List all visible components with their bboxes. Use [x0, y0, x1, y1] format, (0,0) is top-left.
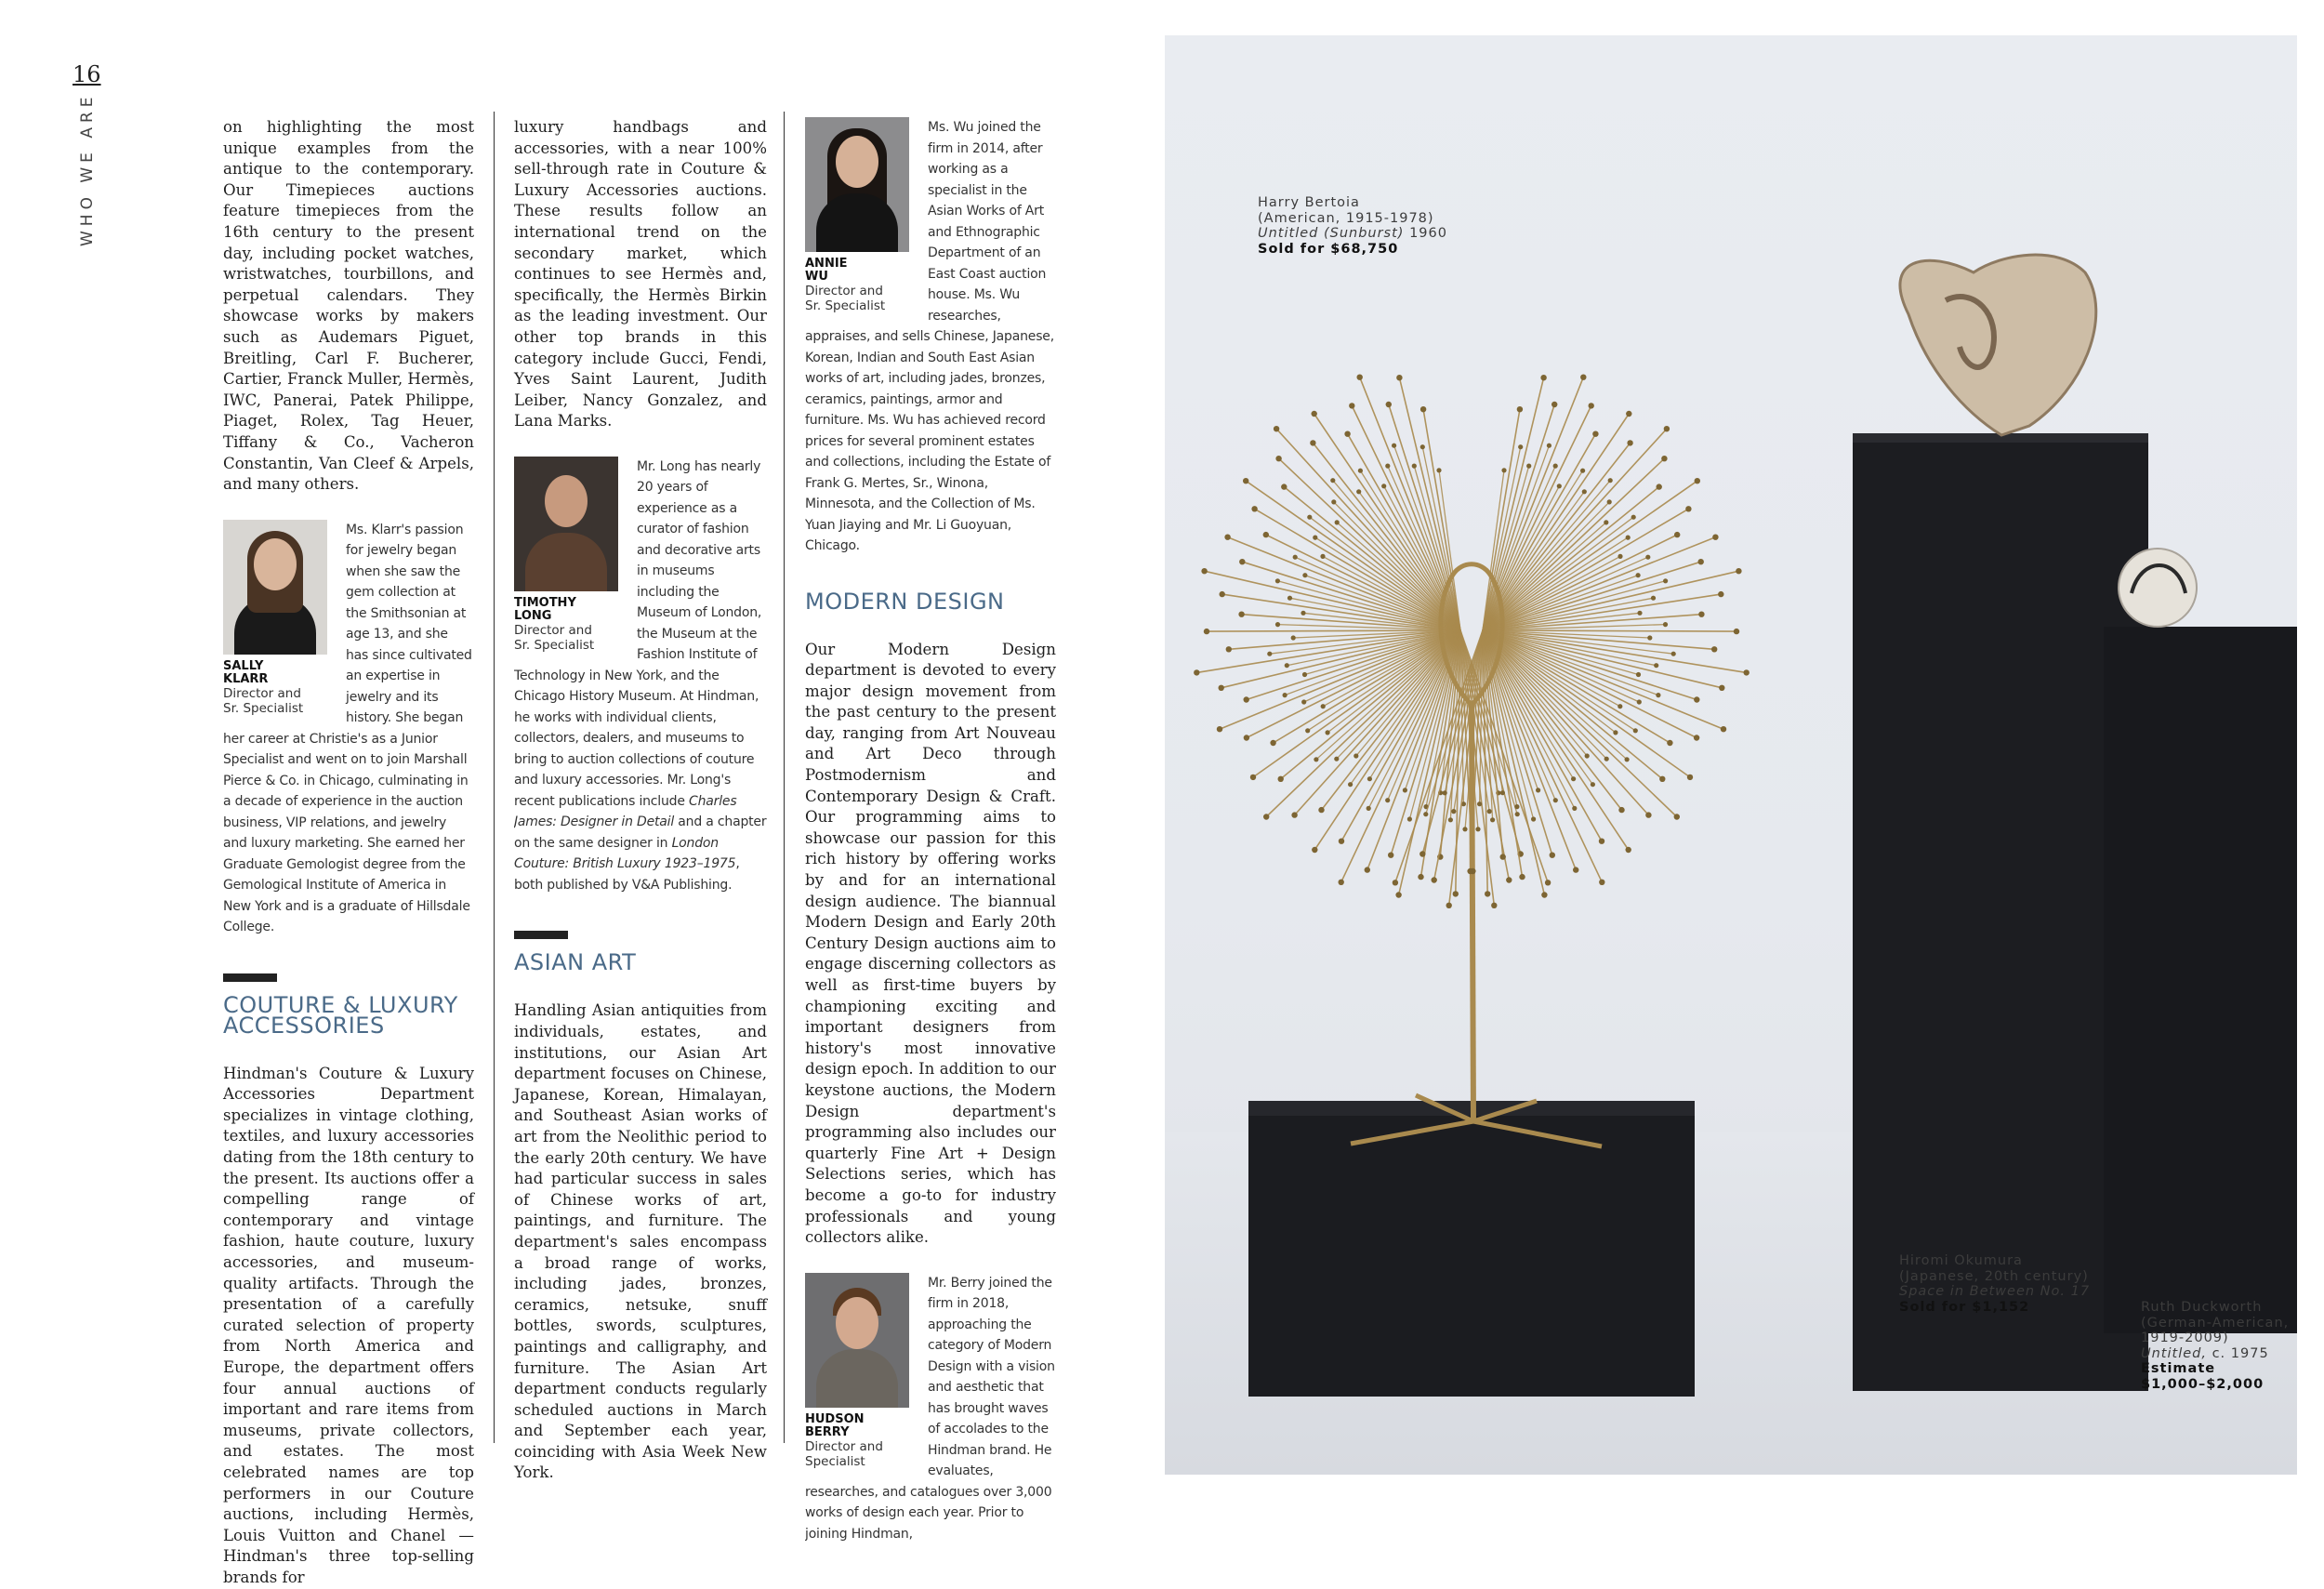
sunburst-ray-tip [1313, 536, 1317, 540]
sunburst-ray-tip [1506, 877, 1512, 882]
sunburst-ray [1255, 509, 1460, 630]
sunburst-ray-tip [1500, 854, 1506, 859]
sunburst-ray-tip [1419, 851, 1425, 856]
sunburst-ray-tip [1645, 555, 1650, 560]
sunburst-ray-tip [1448, 817, 1453, 822]
sunburst-ray-tip [1251, 506, 1257, 511]
sunburst-ray-tip [1695, 478, 1700, 483]
sunburst-ray-tip [1407, 816, 1412, 821]
sunburst-ray-tip [1224, 535, 1230, 540]
sunburst-ray-tip [1618, 807, 1624, 813]
sunburst-ray-tip [1663, 578, 1668, 583]
bio-role: Director and Sr. Specialist [223, 685, 304, 716]
sunburst-ray-tip [1580, 375, 1586, 380]
couture-paragraph: Hindman's Couture & Luxury Accessories Department specializes in vintage clothing, textiles, and luxury accessories dating from the 18th century to the present. Its auctions offer a compelling range of contemporary and vintage fashion, haute couture, luxury accessories, and museum-quality artifacts. Through the presentation of a carefully curated selection of property from North America and Europe, the department offers four annual auctions of important and rare items from museums, private collectors, and estates. The most celebrated names are top performers in our Couture auctions, including Hermès, Louis Vuitton and Chanel — Hindman's three top-selling brands for [223, 1064, 474, 1586]
sunburst-ray-tip [1514, 804, 1519, 809]
sunburst-ray-tip [1335, 520, 1340, 524]
bio-sally-klarr [223, 520, 474, 938]
sunburst-ray-tip [1462, 827, 1467, 831]
sunburst-ray-tip [1550, 853, 1555, 858]
sunburst-ray-tip [1475, 827, 1480, 831]
sunburst-ray-tip [1636, 672, 1641, 677]
sunburst-ray-tip [1667, 740, 1672, 746]
sunburst-ray-tip [1392, 444, 1396, 448]
bio-role: Director and Sr. Specialist [805, 284, 886, 313]
sunburst-ray-tip [1573, 867, 1578, 872]
sunburst-ray-tip [1491, 903, 1497, 908]
modern-design-paragraph: Our Modern Design department is devoted to every major design movement from the past century to the present day, ranging from Art Nouveau and Art Deco through Postmodernism and Contemporary Design & Craft. Our programming aims to showcase our passion for this rich history by offering works by and for an international design audience. The biannual Modern Design and Early 20th Century Design auctions aim to engage discerning collectors as well as first-time buyers by championing exciting and important designers from history's most innovative design epoch. In addition to our keystone auctions, the Modern Design department's programming also includes our quarterly Fine Art + Design Selections series, which has become a go-to for industry professionals and young collectors alike. [805, 640, 1056, 1247]
sunburst-ray-tip [1219, 685, 1224, 691]
column-rule-2 [784, 112, 785, 1443]
bio-annie-wu [805, 117, 1056, 557]
sunburst-ray-tip [1674, 814, 1680, 819]
sunburst-ray-tip [1330, 478, 1335, 483]
sunburst-ray-tip [1541, 892, 1547, 897]
sunburst-ray-tip [1381, 483, 1386, 488]
bio-role: Director and Specialist [805, 1438, 883, 1469]
sunburst-ray-tip [1349, 403, 1354, 408]
sunburst-ray-tip [1485, 891, 1490, 896]
sunburst-ray-tip [1358, 469, 1363, 473]
column-2 [514, 117, 767, 1484]
sunburst-ray-tip [1302, 672, 1307, 677]
sunburst-ray-tip [1657, 483, 1662, 489]
caption-duckworth: Ruth Duckworth (German-American, 1919-2009) Untitled, c. 1975 Estimate $1,000–$2,000 [2141, 1300, 2290, 1392]
sunburst-ray-tip [1418, 874, 1423, 880]
bio-text: Ms. Klarr's passion for jewelry began when she saw the gem collection at the Smithsonian at age 13, and she has since cultivated an expertise in jewelry and its history. She began her career at Christie's as a Junior Specialist and went on to join Marshall Pierce & Co. in Chicago, culminating in a decade of experience in the auction business, VIP relations, and jewelry and luxury marketing. She earned her Graduate Gemologist degree from the Gemological Institute of America in New York and is a graduate of Hillsdale College. [223, 522, 472, 935]
sunburst-ray-tip [1500, 790, 1505, 795]
sunburst-ray-tip [1367, 806, 1371, 811]
sunburst-ray-tip [1283, 693, 1287, 697]
sunburst-ray-tip [1302, 573, 1307, 577]
caption-okumura: Hiromi Okumura (Japanese, 20th century) Space in Between No. 17 Sold for $1,152 [1899, 1253, 2091, 1315]
sunburst-ray [1483, 487, 1659, 630]
sunburst-ray-tip [1633, 728, 1638, 733]
sunburst-ray-tip [1599, 880, 1604, 885]
sunburst-ray-tip [1685, 506, 1691, 511]
sunburst-ray-tip [1604, 757, 1609, 761]
sunburst-ray-tip [1553, 798, 1558, 802]
front-pedestal [1248, 1101, 1695, 1397]
sunburst-ray [1274, 630, 1460, 743]
sunburst-ray-tip [1694, 735, 1699, 740]
sunburst-ray [1207, 630, 1460, 631]
sunburst-ray-tip [1263, 532, 1269, 537]
bio-left [223, 520, 333, 716]
bio-name: SALLY KLARR [223, 658, 269, 686]
page-number: 16 [73, 61, 101, 87]
right-pedestal [2104, 627, 2297, 1333]
sunburst-ray-tip [1636, 573, 1641, 577]
sunburst-ray-tip [1270, 740, 1275, 746]
sunburst-ray-tip [1531, 816, 1536, 821]
sunburst-ray-tip [1326, 730, 1330, 735]
sunburst-ray-tip [1250, 775, 1256, 780]
sunburst-ray-tip [1661, 456, 1667, 461]
column-1 [223, 117, 474, 1589]
sunburst-ray-tip [1477, 801, 1482, 806]
sunburst-ray-tip [1599, 839, 1604, 844]
sunburst-ray-tip [1637, 699, 1642, 704]
sunburst-ray-tip [1353, 753, 1358, 758]
heading-bar [223, 973, 277, 982]
sunburst-ray-tip [1637, 611, 1642, 616]
sunburst-ray-tip [1275, 622, 1280, 627]
sunburst-ray-tip [1310, 440, 1315, 445]
sunburst-ray-tip [1356, 489, 1361, 494]
sunburst-ray-tip [1572, 806, 1577, 811]
sunburst-ray-tip [1339, 880, 1344, 885]
sunburst-ray [1483, 630, 1670, 743]
sunburst-sculpture [1194, 375, 1750, 1147]
sunburst-ray-tip [1626, 536, 1631, 540]
sunburst-ray-tip [1607, 499, 1612, 504]
sunburst-ray-tip [1589, 403, 1594, 408]
sunburst-ray-tip [1453, 891, 1459, 896]
sunburst-ray-tip [1736, 568, 1741, 574]
bio-timothy-long [514, 457, 767, 896]
sunburst-ray-tip [1312, 847, 1317, 853]
sunburst-ray-tip [1582, 489, 1587, 494]
sunburst-ray-tip [1393, 880, 1398, 885]
sunburst-ray-tip [1687, 775, 1693, 780]
sunburst-ray-tip [1552, 402, 1557, 407]
sunburst-ray-tip [1719, 685, 1724, 691]
sunburst-ray [1483, 630, 1736, 631]
bio-text: Ms. Wu joined the firm in 2014, after working as a specialist in the Asian Works of Art and Ethnographic Department of an East Coast auction house. Ms. Wu researches, appraises, and sells Chinese, Japanese, Korean, Indian and South East Asian works of art, including jades, bronzes, ceramics, paintings, armor and furniture. Ms. Wu has achieved record prices for several prominent estates and collections, including the Estate of Frank G. Mertes, Sr., Winona, Minnesota, and the Collection of Ms. Yuan Jiaying and Mr. Li Guoyuan, Chicago. [805, 120, 1054, 553]
sunburst-ray-tip [1396, 375, 1402, 380]
bio-text: Mr. Berry joined the firm in 2018, approaching the category of Modern Design with a vision and aesthetic that has brought waves of accolades to the Hindman brand. He evaluates, researches, and catalogues over 3,000 works of design each year. Prior to joining Hindman, [805, 1275, 1055, 1542]
sunburst-ray-tip [1645, 812, 1651, 817]
sunburst-ray-tip [1436, 468, 1441, 472]
sunburst-ray [1483, 405, 1591, 630]
sunburst-ray-tip [1226, 646, 1232, 652]
sunburst-ray-tip [1467, 868, 1472, 874]
sunburst-ray-tip [1281, 483, 1287, 489]
sunburst-ray-tip [1518, 444, 1523, 449]
sunburst-ray-tip [1526, 464, 1531, 469]
sunburst-ray-tip [1698, 612, 1704, 617]
bio-left [805, 1273, 915, 1469]
sunburst-ray-tip [1490, 817, 1495, 822]
sunburst-ray-tip [1545, 880, 1551, 885]
sunburst-ray-tip [1334, 757, 1339, 761]
sunburst-ray-tip [1608, 478, 1613, 483]
sunburst-ray [1483, 481, 1697, 630]
sunburst-ray-tip [1244, 735, 1249, 740]
portrait-photo [805, 1273, 909, 1408]
sunburst-ray-tip [1423, 812, 1428, 816]
bio-left [805, 117, 915, 313]
column-rule-1 [494, 112, 495, 1443]
sunburst-ray-tip [1592, 431, 1598, 437]
sunburst-ray-tip [1631, 515, 1636, 520]
portrait-photo [805, 117, 909, 252]
sunburst-ray-tip [1626, 847, 1631, 853]
sunburst-ray [1246, 481, 1460, 630]
sunburst-ray-tip [1515, 812, 1520, 816]
sunburst-ray-tip [1420, 406, 1426, 412]
sunburst-ray-tip [1432, 877, 1437, 882]
sunburst-ray-tip [1291, 812, 1297, 817]
sunburst-ray-tip [1403, 788, 1407, 792]
sunburst-ray-tip [1385, 798, 1390, 802]
heading-couture: COUTURE & LUXURY ACCESSORIES [223, 991, 458, 1039]
sunburst-ray-tip [1671, 652, 1676, 656]
sunburst-ray-tip [1301, 699, 1306, 704]
sunburst-ray-tip [1625, 757, 1630, 761]
sunburst-ray-tip [1365, 867, 1370, 872]
sunburst-ray-tip [1217, 726, 1222, 732]
sunburst-ray-tip [1204, 629, 1209, 634]
bio-name: ANNIE WU [805, 257, 848, 284]
sunburst-ray-tip [1220, 591, 1225, 597]
sunburst-ray [1352, 405, 1460, 630]
sunburst-ray-tip [1694, 696, 1699, 702]
sunburst-ray-tip [1267, 652, 1272, 656]
heading-asian-art: ASIAN ART [514, 949, 637, 976]
heading-modern-design: MODERN DESIGN [805, 588, 1005, 615]
sunburst-ray-tip [1618, 554, 1622, 559]
asian-art-paragraph: Handling Asian antiquities from individuals, estates, and institutions, our Asian Art department focuses on Chinese, Japanese, Korean, Himalayan, and Southeast Asian works of art from the Neolithic period to the early 20th century. We have had particular success in sales of Chinese works of art, paintings, and furniture. The department's sales encompass a broad range of works, including jades, bronzes, ceramics, netsuke, snuff bottles, swords, sculptures, paintings and calligraphy, and furniture. The Asian Art department conducts regularly scheduled auctions in March and September each year, coinciding with Asia Week New York. [514, 1001, 767, 1482]
sunburst-ray-tip [1201, 568, 1207, 574]
sunburst-ray-tip [1580, 469, 1585, 473]
sunburst-ray-tip [1321, 704, 1326, 708]
sunburst-ray-tip [1293, 555, 1298, 560]
bio-hudson-berry [805, 1273, 1056, 1545]
timepieces-paragraph: on highlighting the most unique examples from the antique to the contemporary. Our Timepieces auctions feature timepieces from the 16th century to the present day, including pocket watches, wristwatches, tourbillons, and perpetual calendars. They showcase works by makers such as Audemars Piguet, Breitling, Carl F. Bucherer, Cartier, Franck Muller, Hermès, IWC, Panerai, Patek Philippe, Piaget, Rolex, Tag Heuer, Tiffany & Co., Vacheron Constantin, Van Cleef & Arpels, and many others. [223, 118, 474, 494]
sunburst-ray-tip [1446, 903, 1452, 908]
sunburst-ray-tip [1239, 559, 1245, 564]
sunburst-ray-tip [1291, 635, 1296, 640]
bio-name: TIMOTHY LONG [514, 595, 576, 623]
sunburst-ray-tip [1320, 554, 1325, 559]
sunburst-ray-tip [1275, 456, 1281, 461]
sunburst-ray-tip [1712, 535, 1718, 540]
sunburst-ray-tip [1395, 892, 1401, 897]
sunburst-ray-tip [1420, 444, 1425, 449]
sunburst-ray-tip [1331, 499, 1336, 504]
sunburst-ray-tip [1718, 591, 1723, 597]
sunburst-ray-tip [1314, 757, 1318, 761]
sunburst-ray-tip [1388, 853, 1393, 858]
sunburst-ray-tip [1501, 468, 1506, 472]
sunburst-ray-tip [1307, 515, 1312, 520]
sunburst-ray [1284, 487, 1460, 630]
sunburst-ray-tip [1721, 726, 1726, 732]
sunburst-ray-tip [1357, 375, 1363, 380]
sunburst-ray-tip [1664, 426, 1670, 431]
sunburst-ray-tip [1194, 669, 1199, 675]
sunburst-ray-tip [1651, 596, 1656, 601]
sunburst-ray-tip [1585, 753, 1590, 758]
sunburst-ray-tip [1656, 693, 1660, 697]
sunburst-ray-tip [1285, 663, 1289, 668]
sunburst-ray-tip [1305, 728, 1310, 733]
sunburst-ray [1483, 509, 1688, 630]
sunburst-ray-tip [1674, 532, 1680, 537]
sunburst-ray-tip [1443, 790, 1447, 795]
bio-left [514, 457, 624, 653]
bio-name: HUDSON BERRY [805, 1411, 865, 1439]
heading-bar [514, 931, 568, 939]
sunburst-ray-tip [1540, 375, 1546, 380]
sunburst-ray-tip [1613, 730, 1618, 735]
bio-role: Director and Sr. Specialist [514, 622, 595, 653]
sunburst-ray-tip [1339, 839, 1344, 844]
bio-text: Mr. Long has nearly 20 years of experience as a curator of fashion and decorative arts in museums including the Museum of London, the Museum at the Fashion Institute of Technology in New York, and the Chicago History Museum. At Hindman, he works with individual clients, collectors, dealers, and museums to bring to auction collections of couture and luxury accessories. Mr. Long's recent publications include Charles James: Designer in Detail and a chapter on the same designer in London Couture: British Luxury 1923–1975, both published by V&A Publishing. [514, 458, 767, 893]
section-label: WHO WE ARE [78, 92, 97, 246]
sunburst-ray-tip [1547, 444, 1552, 448]
sunburst-ray-tip [1734, 629, 1739, 634]
sunburst-ray-tip [1367, 776, 1372, 781]
sunburst-ray-tip [1654, 663, 1658, 668]
sunburst-ray-tip [1385, 464, 1390, 469]
sunburst-ray-tip [1238, 612, 1244, 617]
caption-bertoia: Harry Bertoia (American, 1915-1978) Untitled (Sunburst) 1960 Sold for $68,750 [1258, 195, 1447, 257]
sunburst-ray-tip [1451, 809, 1456, 814]
portrait-photo [514, 457, 618, 591]
sunburst-ray-tip [1711, 646, 1717, 652]
sunburst-ray-tip [1627, 440, 1632, 445]
sunburst-ray-tip [1626, 411, 1631, 417]
sunburst-ray-tip [1536, 788, 1540, 792]
portrait-photo [223, 520, 327, 655]
sunburst-ray-tip [1344, 431, 1350, 437]
sunburst-ray-tip [1318, 807, 1324, 813]
sunburst-ray-tip [1553, 464, 1558, 469]
sunburst-ray-tip [1243, 478, 1248, 483]
sunburst-ray-tip [1698, 559, 1704, 564]
luxury-paragraph: luxury handbags and accessories, with a near 100% sell-through rate in Couture & Luxury Accessories auctions. These results follow an international trend on the secondary market, which continues to see Hermès and, specifically, the Hermès Birkin as the leading investment. Our other top brands in this category include Gucci, Fendi, Yves Saint Laurent, Judith Leiber, Nancy Gonzalez, and Lana Marks. [514, 118, 767, 430]
sunburst-ray-tip [1312, 411, 1317, 417]
sunburst-ray-tip [1412, 464, 1417, 469]
sculpture-photograph [1165, 35, 2297, 1475]
sunburst-ray-tip [1659, 776, 1665, 782]
sunburst-ray-tip [1591, 782, 1595, 787]
sunburst-ray-tip [1274, 426, 1279, 431]
sunburst-ray-tip [1618, 704, 1622, 708]
sunburst-ray-tip [1386, 402, 1392, 407]
sunburst-ray-tip [1278, 776, 1284, 782]
sunburst-ray-tip [1517, 406, 1523, 412]
sunburst-ray-tip [1647, 635, 1652, 640]
sunburst-ray-tip [1275, 578, 1280, 583]
okumura-ceramic [1900, 255, 2096, 435]
sunburst-ray-tip [1663, 622, 1668, 627]
sunburst-ray-tip [1604, 520, 1608, 524]
column-3 [805, 117, 1056, 1544]
sunburst-ray-tip [1557, 483, 1562, 488]
sunburst-ray-tip [1263, 814, 1269, 819]
sunburst-ray-tip [1348, 782, 1353, 787]
sunburst-ray-tip [1244, 696, 1249, 702]
sunburst-ray-tip [1571, 776, 1576, 781]
sunburst-ray-tip [1519, 874, 1525, 880]
sunburst-ray-tip [1287, 596, 1292, 601]
sunburst-ray-tip [1301, 611, 1305, 616]
sunburst-ray-tip [1487, 809, 1492, 814]
sunburst-ray-tip [1744, 669, 1750, 675]
